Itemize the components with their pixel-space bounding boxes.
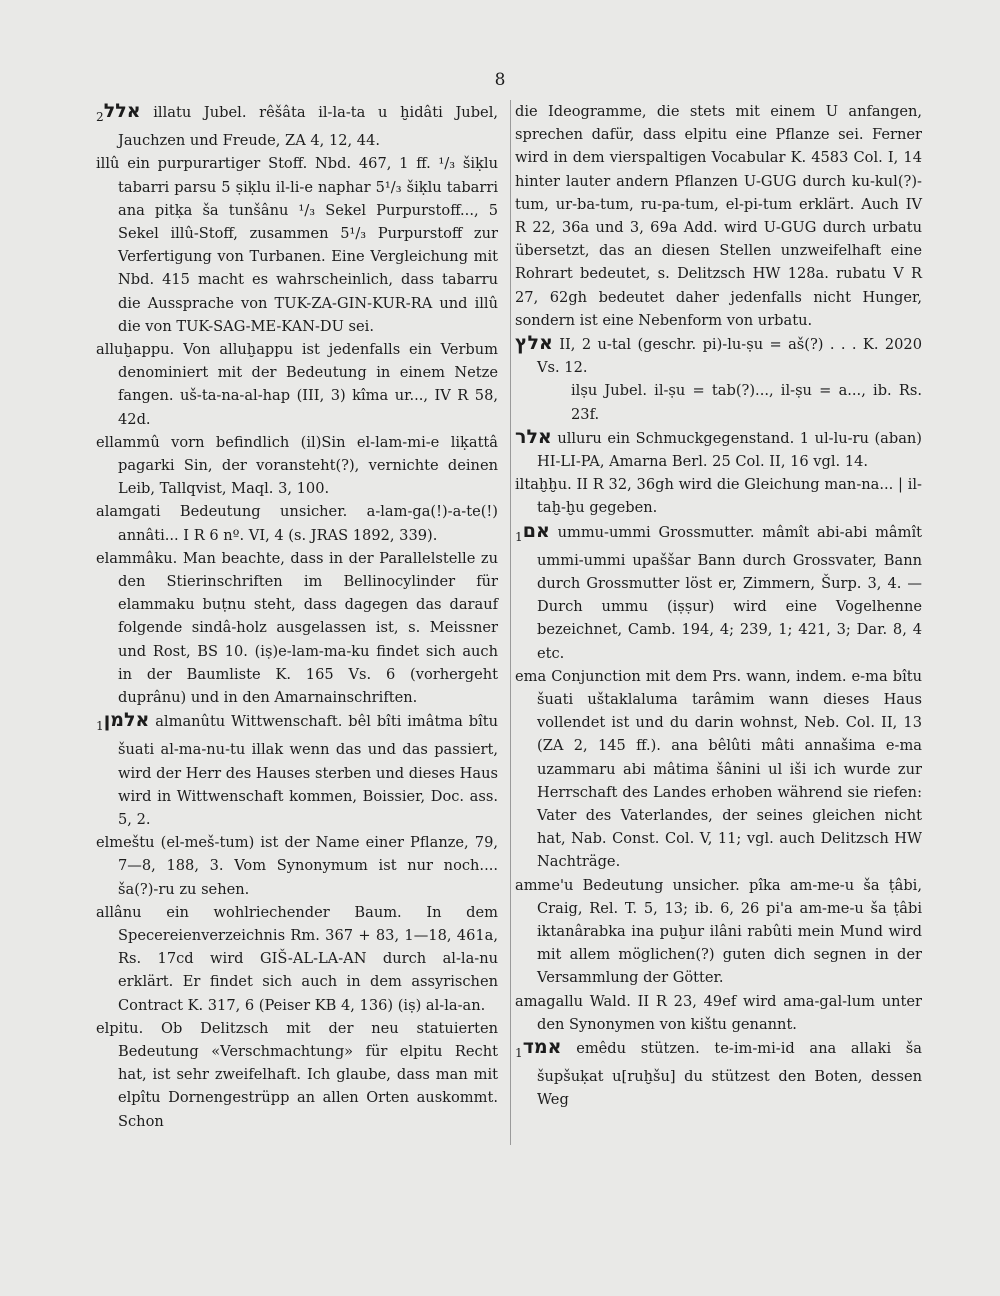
hebrew-root: אמד xyxy=(522,1036,562,1059)
page-number: 8 xyxy=(494,70,506,90)
entry-ammeu xyxy=(515,874,922,990)
entry-ema xyxy=(515,665,922,874)
entry-text: alluḫappu. Von alluḫappu ist jedenfalls ein Verbum denominiert mit der Bedeutung in einem Netze fangen. uš-ta-na-al-hap (III, 3) kîma ur..., IV R 58, 42d. xyxy=(96,340,498,428)
entry-text: elpitu. Ob Delitzsch mit der neu statuierten Bedeutung «Verschmachtung» für elpitu Recht hat, ist sehr zweifelhaft. Ich glaube, dass man mit elpîtu Dornengestrüpp an allen Orten auskommt. Schon xyxy=(96,1019,498,1130)
entry-alamgati xyxy=(96,500,498,546)
hebrew-root: אם xyxy=(522,519,550,542)
column-divider xyxy=(510,100,511,1145)
root-index: 1 xyxy=(96,719,104,734)
entry-text: alamgati Bedeutung unsicher. a-lam-ga(!)-a-te(!) annâti... I R 6 nº. VI, 4 (s. JRAS 1892, 339). xyxy=(96,503,498,544)
entry-text: emêdu stützen. te-im-mi-id ana allaki ša šupšuḳat u[ruḫšu] du stützest den Boten, dessen Weg xyxy=(537,1040,922,1109)
entry-elpitu xyxy=(96,1017,498,1133)
entry-ummu-ummi xyxy=(515,520,922,665)
entry-ellammu xyxy=(96,431,498,501)
entry-text: die Ideogramme, die stets mit einem U anfangen, sprechen dafür, dass elpitu eine Pflanze sei. Ferner wird in dem vierspaltigen Vocabular K. 4583 Col. I, 14 hinter lauter andern Pflanzen U-GUG durch ku-kul(?)-tum, ur-ba-tum, ru-pa-tum, el-pi-tum erklärt. Auch IV R 22, 36a und 3, 69a Add. wird U-GUG durch urbatu übersetzt, das an diesen Stellen unzweifelhaft eine Rohrart bedeutet, s. Delitzsch HW 128a. rubatu V R 27, 62gh bedeutet daher jedenfalls nicht Hunger, sondern ist eine Nebenform von urbatu. xyxy=(515,103,922,329)
entry-text: illû ein purpurartiger Stoff. Nbd. 467, 1 ff. ¹/₃ šiḳlu tabarri parsu 5 ṣiḳlu il-li-e naphar 5¹/₃ šiḳlu tabarri ana pitḳa ša tunšânu ¹/₃ Sekel Purpurstoff..., 5 Sekel illû-Stoff, zusammen 5¹/₃ Purpurstoff zur Verfertigung von Turbanen. Eine Vergleichung mit Nbd. 415 macht es wahrscheinlich, dass tabarru die Aussprache von TUK-ZA-GIN-KUR-RA und illû die von TUK-SAG-ME-KAN-DU sei. xyxy=(96,155,498,335)
hebrew-root: אלמן xyxy=(103,709,150,732)
entry-amagallu xyxy=(515,990,922,1036)
entry-text: iltaḫḫu. II R 32, 36gh wird die Gleichung man-na... | il-taḫ-ḫu gegeben. xyxy=(515,476,922,517)
entry-alas xyxy=(515,332,922,379)
entry-iltahhu xyxy=(515,473,922,519)
root-index: 2 xyxy=(96,109,104,124)
entry-alluhappu xyxy=(96,338,498,431)
entry-text: elmeštu (el-meš-tum) ist der Name einer Pflanze, 79, 7—8, 188, 3. Vom Synonymum ist nur noch.... ša(?)-ru zu sehen. xyxy=(96,834,498,898)
entry-text: ulluru ein Schmuckgegenstand. 1 ul-lu-ru (aban) HI-LI-PA, Amarna Berl. 25 Col. II, 16 vgl. 14. xyxy=(537,429,922,471)
entry-elmestu xyxy=(96,831,498,901)
entry-text: elammâku. Man beachte, dass in der Parallelstelle zu den Stierinschriften im Bellinocylinder für elammaku buṭnu steht, dass dagegen das darauf folgende sindâ-holz ausgelassen ist, s. Meissner und Rost, BS 10. (iṣ)e-lam-ma-ku findet sich auch in der Baumliste K. 165 Vs. 6 (vorhergeht duprânu) und in den Amarnainschriften. xyxy=(96,549,498,706)
entry-text: allânu ein wohlriechender Baum. In dem Specereienverzeichnis Rm. 367 + 83, 1—18, 461a, Rs. 17cd wird GIŠ-AL-LA-AN durch al-la-nu erklärt. Er findet sich auch in dem assyrischen Contract K. 317, 6 (Peiser KB 4, 136) (iṣ) al-la-an. xyxy=(96,903,498,1014)
hebrew-root: אלל xyxy=(103,100,141,122)
entry-illu xyxy=(96,152,498,338)
entry-emedu xyxy=(515,1036,922,1112)
entry-allanu xyxy=(96,901,498,1017)
entry-ulluru xyxy=(515,426,922,473)
left-column xyxy=(96,100,498,1133)
right-column xyxy=(515,100,922,1112)
entry-illatu xyxy=(96,100,498,152)
hebrew-root: אלץ xyxy=(515,332,553,355)
entry-text: ilṣu Jubel. il-ṣu = tab(?)..., il-ṣu = a..., ib. Rs. 23f. xyxy=(571,382,922,423)
entry-text: almanûtu Wittwenschaft. bêl bîti imâtma bîtu šuati al-ma-nu-tu illak wenn das und das passiert, wird der Herr des Hauses sterben und dieses Haus wird in Wittwenschaft kommen, Boissier, Doc. ass. 5, 2. xyxy=(118,713,499,828)
entry-text: amme'u Bedeutung unsicher. pîka am-me-u ša ṭâbi, Craig, Rel. T. 5, 13; ib. 6, 26 pi'a am-me-u ša ṭâbi iktanârabka ina puḫur ilâni rabûti mein Mund wird mit allem möglichen(?) guten dich segnen in der Versammlung der Götter. xyxy=(515,876,922,987)
entry-text: II, 2 u-tal (geschr. pi)-lu-ṣu = aš(?) . . . K. 2020 Vs. 12. xyxy=(537,336,922,377)
entry-elammaku xyxy=(96,547,498,709)
entry-text: ema Conjunction mit dem Prs. wann, indem. e-ma bîtu šuati uštaklaluma tarâmim wann dieses Haus vollendet ist und du darin wohnst, Neb. Col. II, 13 (ZA 2, 145 ff.). ana bêlûti mâti annašima e-ma uzammaru abi mâtima šânini ul iši ich wurde zur Herrschaft des Landes erhoben während sie riefen: Vater des Vaterlandes, der seines gleichen nicht hat, Nab. Const. Col. V, 11; vgl. auch Delitzsch HW Nachträge. xyxy=(515,667,922,871)
root-index: 1 xyxy=(515,529,523,544)
root-index: 1 xyxy=(515,1045,523,1060)
entry-text: ummu-ummi Grossmutter. mâmît abi-abi mâmît ummi-ummi upaššar Bann durch Grossvater, Bann durch Grossmutter löst er, Zimmern, Šurp. 3, 4. — Durch ummu (iṣṣur) wird eine Vogelhenne bezeichnet, Camb. 194, 4; 239, 1; 421, 3; Dar. 8, 4 etc. xyxy=(537,523,923,662)
entry-text: ellammû vorn befindlich (il)Sin el-lam-mi-e liḳattâ pagarki Sin, der voransteht(?), vernichte deinen Leib, Tallqvist, Maql. 3, 100. xyxy=(96,433,498,498)
entry-ilsu xyxy=(571,379,922,425)
entry-almanutu xyxy=(96,709,498,831)
entry-text: illatu Jubel. rêšâta il-la-ta u ḫidâti Jubel, Jauchzen und Freude, ZA 4, 12, 44. xyxy=(118,104,498,150)
entry-elpitu-continued xyxy=(515,100,922,332)
hebrew-root: אלר xyxy=(515,425,552,448)
entry-text: amagallu Wald. II R 23, 49ef wird ama-gal-lum unter den Synonymen von kištu genannt. xyxy=(515,992,922,1033)
